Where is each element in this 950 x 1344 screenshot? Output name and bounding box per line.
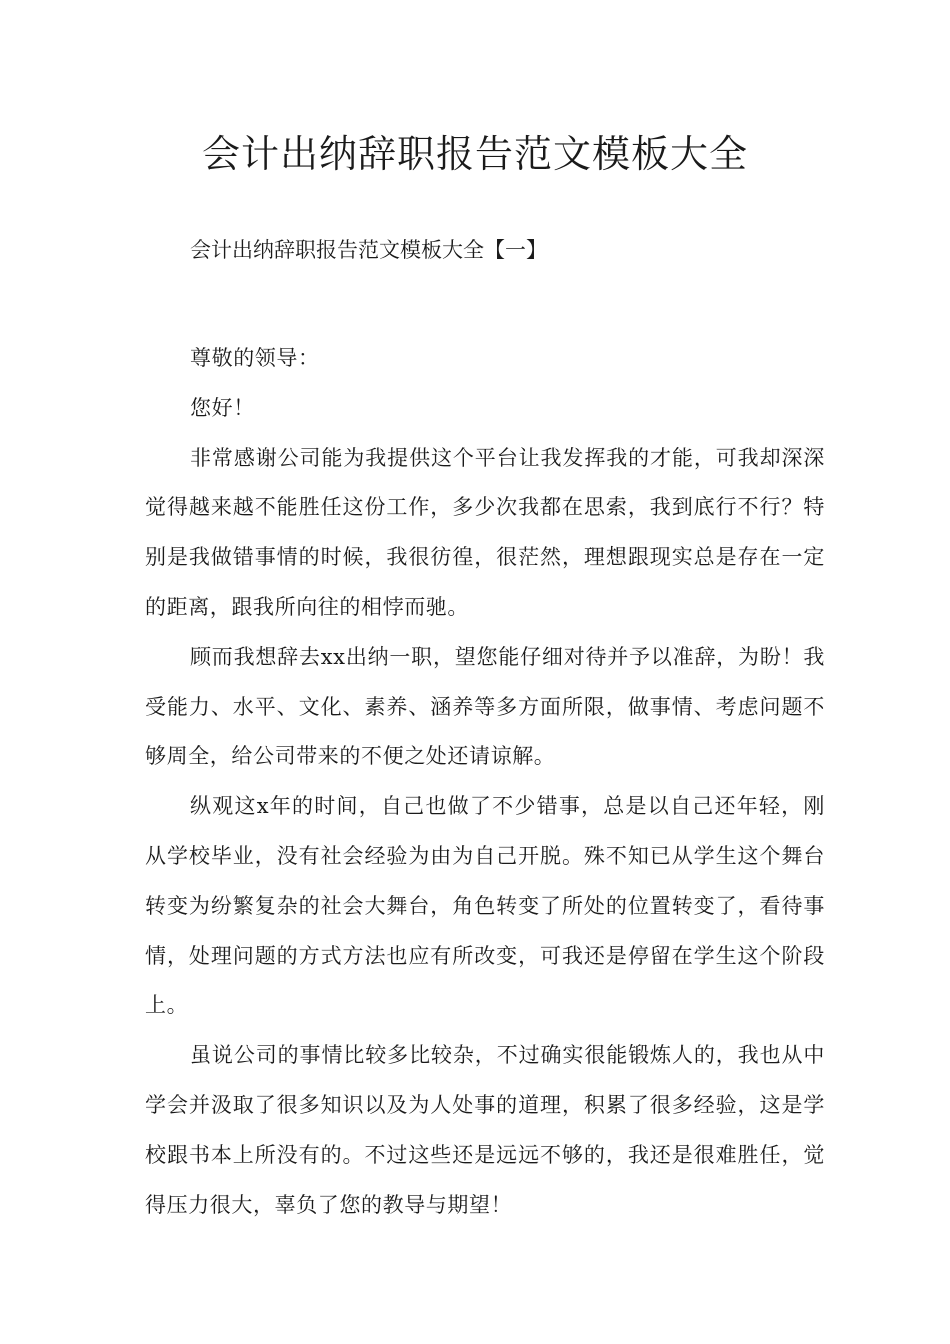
section-heading: 会计出纳辞职报告范文模板大全【一】 bbox=[190, 238, 547, 262]
letter-body bbox=[145, 334, 825, 1230]
salutation: 尊敬的领导： bbox=[190, 346, 320, 370]
body-paragraph: 非常感谢公司能为我提供这个平台让我发挥我的才能，可我却深深觉得越来越不能胜任这份工作，多少次我都在思索，我到底行不行？特别是我做错事情的时候，我很彷徨，很茫然，理想跟现实总是存在一定的距离，跟我所向往的相悖而驰。 bbox=[145, 445, 825, 619]
greeting: 您好！ bbox=[190, 395, 255, 420]
body-paragraph: 顾而我想辞去xx出纳一职，望您能仔细对待并予以准辞，为盼！我受能力、水平、文化、素养、涵养等多方面所限，做事情、考虑问题不够周全，给公司带来的不便之处还请谅解。 bbox=[145, 644, 825, 769]
body-paragraph: 纵观这x年的时间，自己也做了不少错事，总是以自己还年轻，刚从学校毕业，没有社会经验为由为自己开脱。殊不知已从学生这个舞台转变为纷繁复杂的社会大舞台，角色转变了所处的位置转变了，看待事情，处理问题的方式方法也应有所改变，可我还是停留在学生这个阶段上。 bbox=[145, 794, 825, 1018]
body-paragraph: 虽说公司的事情比较多比较杂，不过确实很能锻炼人的，我也从中学会并汲取了很多知识以及为人处事的道理，积累了很多经验，这是学校跟书本上所没有的。不过这些还是远远不够的，我还是很难胜任，觉得压力很大，辜负了您的教导与期望！ bbox=[145, 1043, 825, 1217]
document-title: 会计出纳辞职报告范文模板大全 bbox=[201, 132, 748, 176]
